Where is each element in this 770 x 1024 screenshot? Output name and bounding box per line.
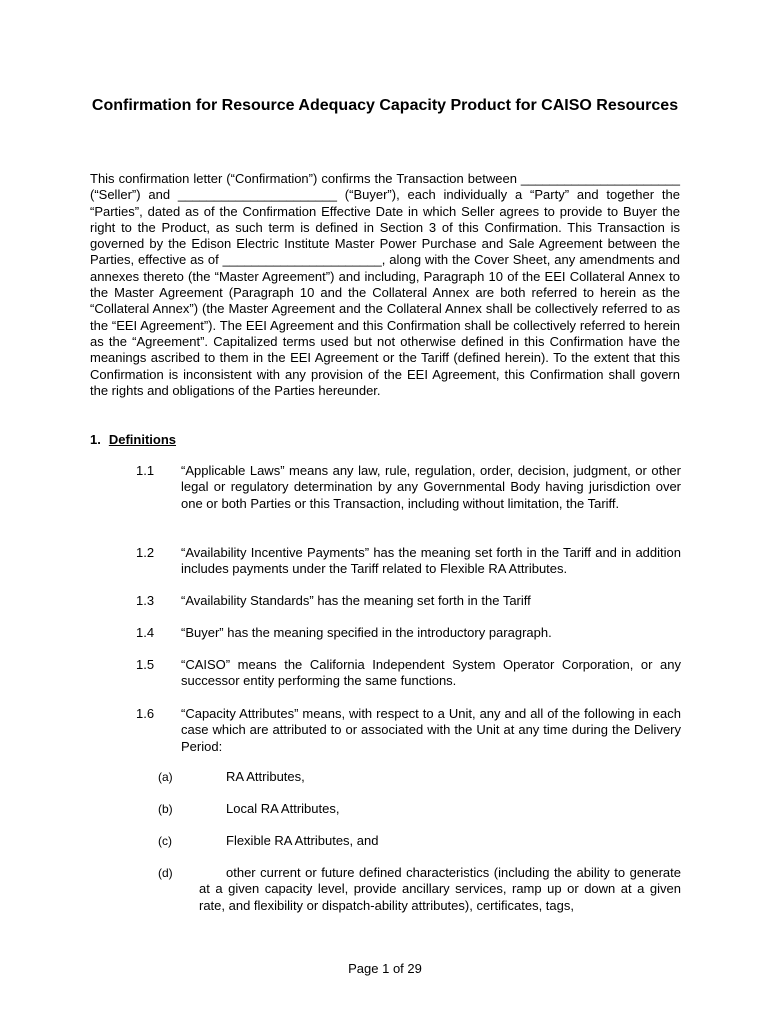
- item-text: “Availability Standards” has the meaning set forth in the Tariff: [181, 593, 531, 608]
- subitem-letter: (a): [158, 770, 173, 784]
- definition-subitem: [158, 865, 681, 914]
- subitem-letter: (b): [158, 802, 173, 816]
- definition-item: [136, 706, 681, 755]
- subitem-text: Flexible RA Attributes, and: [226, 833, 379, 848]
- item-number: 1.6: [136, 706, 155, 721]
- definition-item: [136, 545, 681, 578]
- section-title: Definitions: [108, 432, 177, 447]
- item-text: “Applicable Laws” means any law, rule, regulation, order, decision, judgment, or other legal or regulatory determination by any Governmental Body having jurisdiction over one or both Parties or this Transaction, including without limitation, the Tariff.: [181, 463, 681, 511]
- definition-item: [136, 593, 681, 609]
- item-number: 1.5: [136, 657, 155, 672]
- item-number: 1.3: [136, 593, 155, 608]
- definition-item: [136, 625, 681, 641]
- page-number-footer: Page 1 of 29: [348, 961, 422, 976]
- definition-subitem: [158, 833, 681, 849]
- subitem-letter: (c): [158, 834, 172, 848]
- section-number: 1.: [90, 432, 101, 447]
- subitem-text: Local RA Attributes,: [226, 801, 340, 816]
- section-heading: [90, 432, 176, 448]
- intro-paragraph: This confirmation letter (“Confirmation”) confirms the Transaction between ______________________ (“Seller”) and ______________________ (“Buyer”), each individually a “Party” and together the “Parties”, dated as of the Confirmation Effective Date in which Seller agrees to provide to Buyer the right to the Product, as such term is defined in Section 3 of this Confirmation. This Transaction is governed by the Edison Electric Institute Master Power Purchase and Sale Agreement between the Parties, effective as of ______________________, along with the Cover Sheet, any amendments and annexes thereto (the “Master Agreement”) and including, Paragraph 10 of the EEI Collateral Annex to the Master Agreement (Paragraph 10 and the Collateral Annex are both referred to herein as the “Collateral Annex”) (the Master Agreement and the Collateral Annex shall be collectively referred to as the “EEI Agreement”). The EEI Agreement and this Confirmation shall be collectively referred to herein as the “Agreement”. Capitalized terms used but not otherwise defined in this Confirmation have the meanings ascribed to them in the EEI Agreement or the Tariff (defined herein). To the extent that this Confirmation is inconsistent with any provision of the EEI Agreement, this Confirmation shall govern the rights and obligations of the Parties hereunder.: [90, 171, 680, 398]
- document-title: Confirmation for Resource Adequacy Capacity Product for CAISO Resources: [91, 97, 679, 114]
- definition-item: [136, 463, 681, 512]
- item-number: 1.1: [136, 463, 155, 478]
- definition-subitem: [158, 801, 681, 817]
- subitem-text: other current or future defined characteristics (including the ability to generate at a given capacity level, provide ancillary services, ramp up or down at a given rate, and flexibility or dispatch-ability attributes), certificates, tags,: [199, 865, 681, 913]
- definition-subitem: [158, 769, 681, 785]
- definition-item: [136, 657, 681, 690]
- item-number: 1.4: [136, 625, 155, 640]
- subitem-letter: (d): [158, 866, 173, 880]
- item-text: “Capacity Attributes” means, with respect to a Unit, any and all of the following in each case which are attributed to or associated with the Unit at any time during the Delivery Period:: [181, 706, 681, 754]
- subitem-text: RA Attributes,: [226, 769, 305, 784]
- item-text: “CAISO” means the California Independent System Operator Corporation, or any successor entity performing the same functions.: [181, 657, 681, 689]
- item-text: “Availability Incentive Payments” has the meaning set forth in the Tariff and in addition includes payments under the Tariff related to Flexible RA Attributes.: [181, 545, 681, 577]
- item-number: 1.2: [136, 545, 155, 560]
- item-text: “Buyer” has the meaning specified in the introductory paragraph.: [181, 625, 552, 640]
